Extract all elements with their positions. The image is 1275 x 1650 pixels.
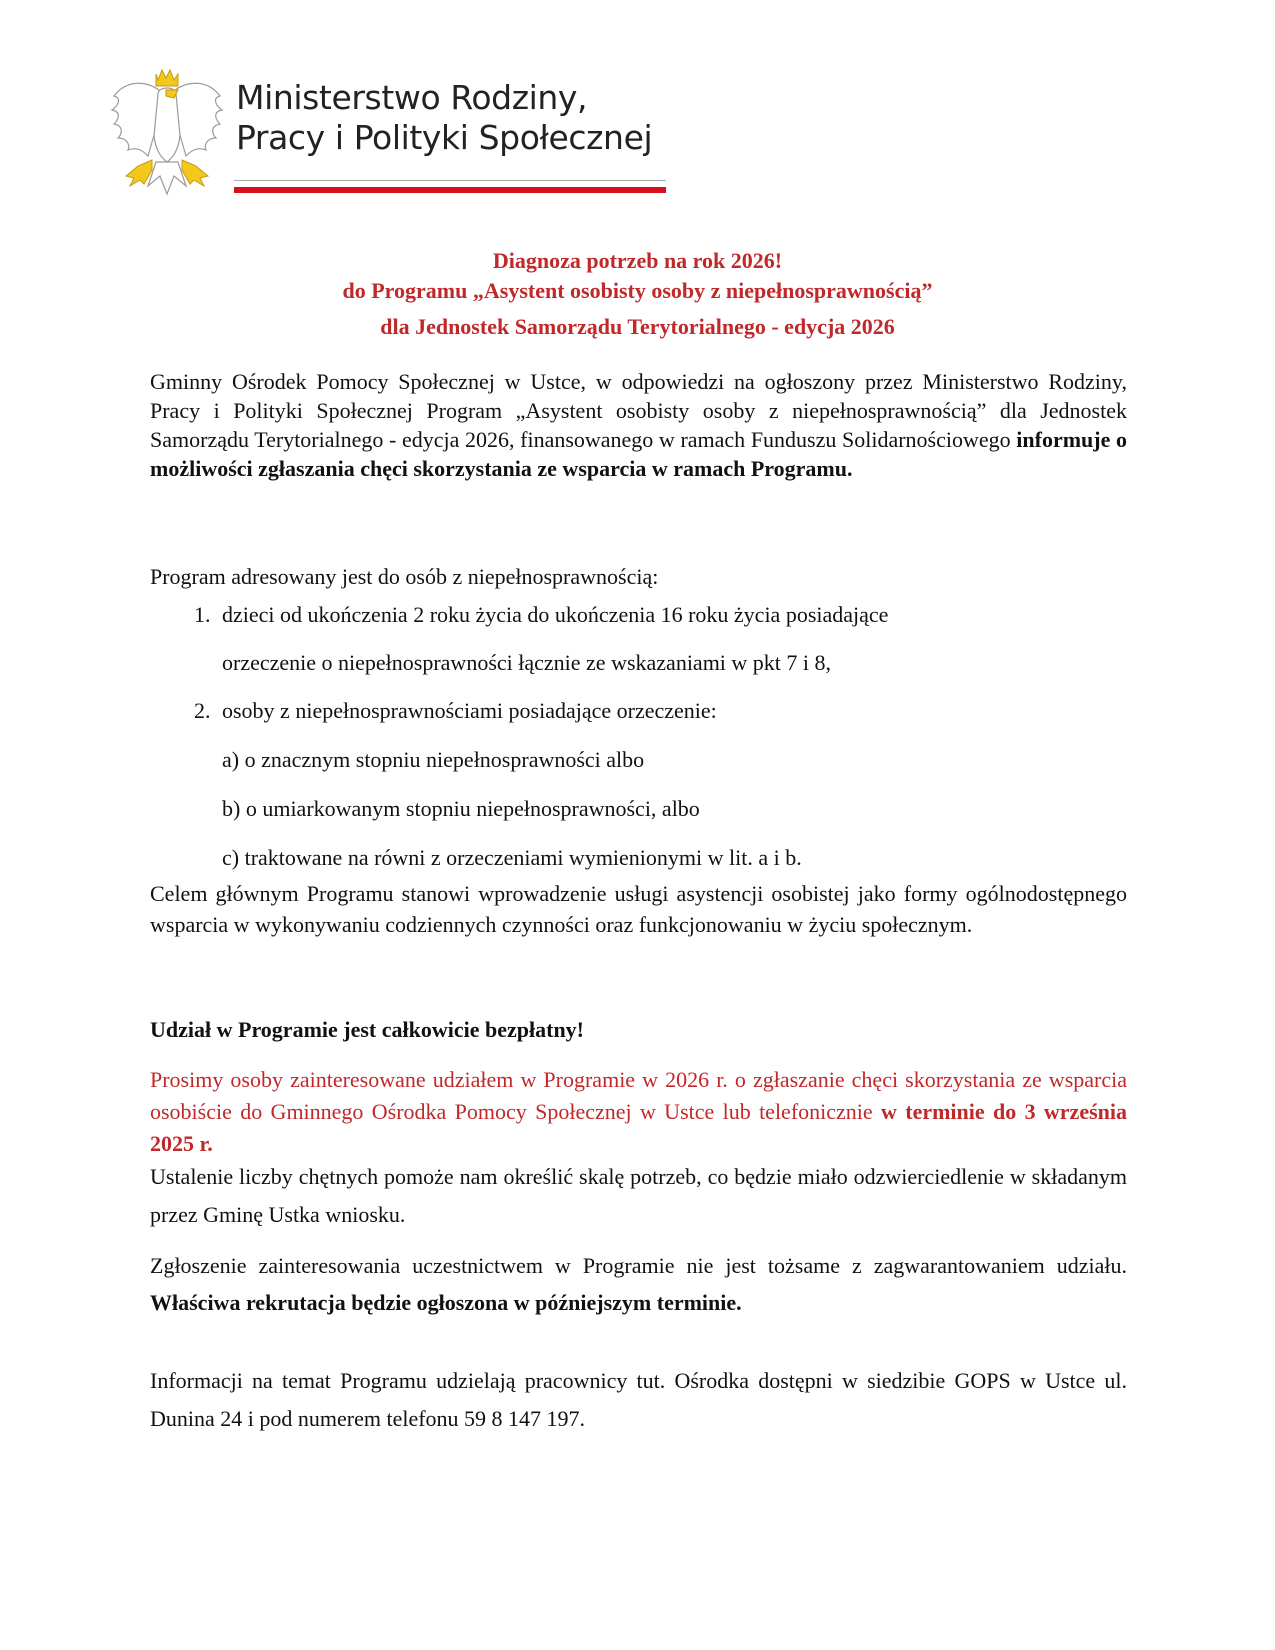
free-participation-notice: Udział w Programie jest całkowicie bezpłatny! <box>150 1017 585 1042</box>
list-item <box>150 591 1050 687</box>
list-item-number: 2. <box>194 698 211 723</box>
white-eagle-emblem-icon <box>108 66 226 196</box>
title-line-1: Diagnoza potrzeb na rok 2026! <box>492 248 783 273</box>
ministry-name-line1: Ministerstwo Rodziny, <box>236 78 588 117</box>
logo-divider-thin <box>234 180 666 181</box>
eligibility-list <box>150 591 1050 882</box>
logo-divider-red <box>234 187 666 193</box>
sub-list-item: a) o znacznym stopniu niepełnosprawności albo <box>222 747 645 772</box>
intro-bold-text: informuje o możliwości zgłaszania chęci skorzystania ze wsparcia w ramach Programu. <box>150 427 1127 481</box>
notice-text: Zgłoszenie zainteresowania uczestnictwem w Programie nie jest tożsame z zagwarantowaniem udziału. <box>150 1253 1127 1278</box>
goal-paragraph: Celem głównym Programu stanowi wprowadzenie usługi asystencji osobistej jako formy ogólnodostępnego wsparcia w wykonywaniu codziennych czynności oraz funkcjonowaniu w życiu społecznym. <box>150 881 1127 937</box>
title-line-2: do Programu „Asystent osobisty osoby z niepełnosprawnością” <box>342 278 933 303</box>
document-subtitle: dla Jednostek Samorządu Terytorialnego - edycja 2026 <box>380 314 895 339</box>
ministry-logo <box>108 66 668 196</box>
target-heading: Program adresowany jest do osób z niepełnosprawnością: <box>150 564 659 589</box>
intro-paragraph <box>150 367 1127 483</box>
ministry-name <box>236 78 652 158</box>
list-item-number: 1. <box>194 602 211 627</box>
list-item-continuation: orzeczenie o niepełnosprawności łącznie ze wskazaniami w pkt 7 i 8, <box>222 650 832 675</box>
request-paragraph <box>150 1064 1127 1160</box>
request-text: Prosimy osoby zainteresowane udziałem w Programie w 2026 r. o zgłaszanie chęci skorzystania ze wsparcia osobiście do Gminnego Ośrodka Pomocy Społecznej w Ustce lub telefonicznie <box>150 1067 1127 1124</box>
sub-list-item: c) traktowane na równi z orzeczeniami wymienionymi w lit. a i b. <box>222 845 802 870</box>
request-deadline: w terminie do 3 września 2025 r. <box>150 1099 1127 1156</box>
ministry-name-line2: Pracy i Polityki Społecznej <box>236 118 653 157</box>
document-title <box>0 246 1275 306</box>
count-paragraph: Ustalenie liczby chętnych pomoże nam określić skalę potrzeb, co będzie miało odzwierciedlenie w składanym przez Gminę Ustka wniosku. <box>150 1164 1127 1227</box>
list-item <box>150 687 1050 735</box>
list-item-text: dzieci od ukończenia 2 roku życia do ukończenia 16 roku życia posiadające <box>222 602 889 627</box>
notice-paragraph <box>150 1247 1127 1321</box>
sub-list-item: b) o umiarkowanym stopniu niepełnosprawności, albo <box>222 796 700 821</box>
intro-text: Gminny Ośrodek Pomocy Społecznej w Ustce, w odpowiedzi na ogłoszony przez Ministerstwo Rodziny, Pracy i Polityki Społecznej Program „Asystent osobisty osoby z niepełnosprawnością” dla Jednostek Samorządu Terytorialnego - edycja 2026, finansowanego w ramach Funduszu Solidarnościowego <box>150 369 1127 452</box>
list-item-text: osoby z niepełnosprawnościami posiadające orzeczenie: <box>222 698 717 723</box>
notice-bold-text: Właściwa rekrutacja będzie ogłoszona w późniejszym terminie. <box>150 1290 742 1315</box>
contact-info-paragraph: Informacji na temat Programu udzielają pracownicy tut. Ośrodka dostępni w siedzibie GOPS w Ustce ul. Dunina 24 i pod numerem telefonu 59 8 147 197. <box>150 1368 1127 1431</box>
